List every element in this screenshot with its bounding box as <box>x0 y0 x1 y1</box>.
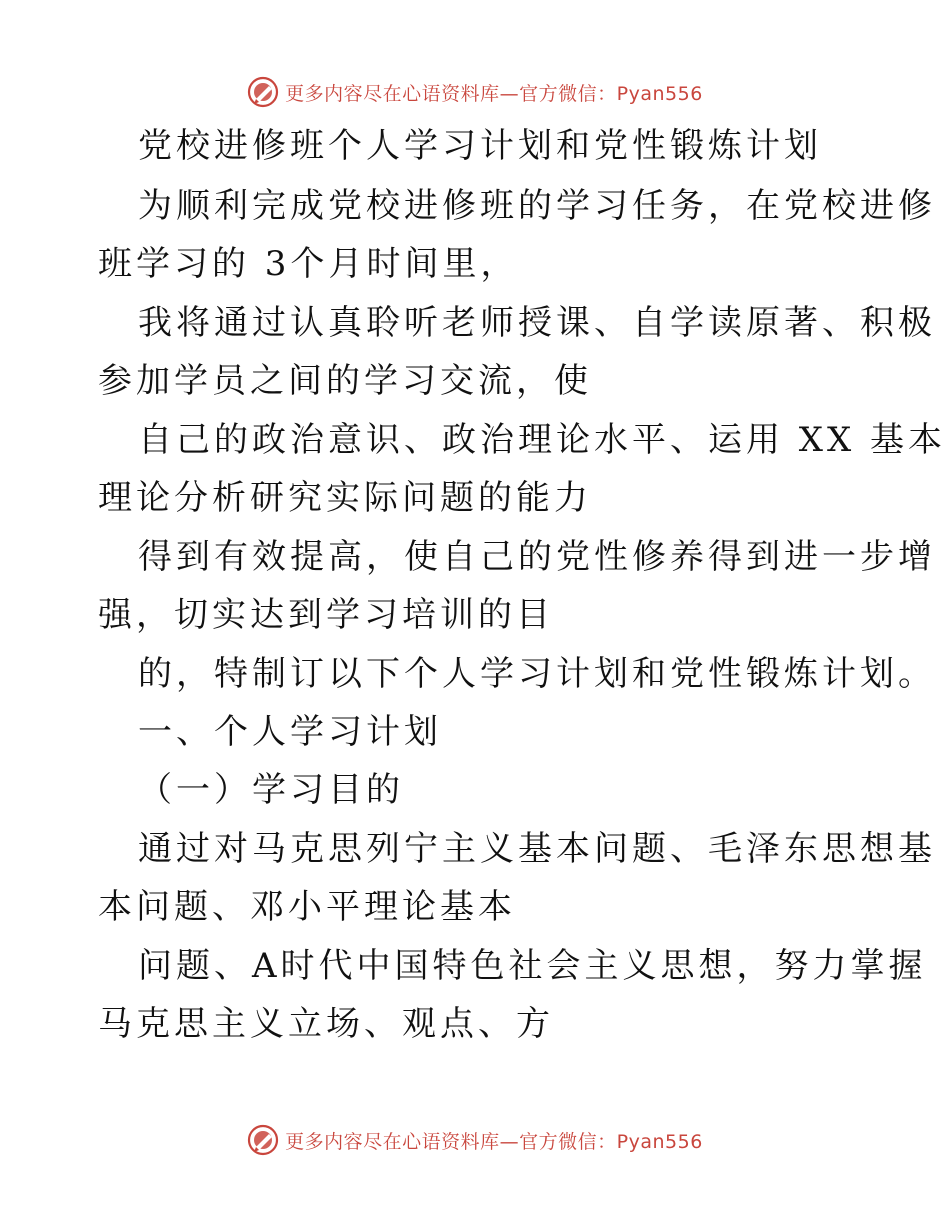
subsection-heading: （一）学习目的 <box>138 770 404 810</box>
section-heading: 一、个人学习计划 <box>138 712 442 752</box>
paragraph-line: 的，特制订以下个人学习计划和党性锻炼计划。 <box>138 654 936 694</box>
paragraph-line: 理论分析研究实际问题的能力 <box>98 478 592 518</box>
paragraph-line: 问题、A时代中国特色社会主义思想，努力掌握 <box>138 946 927 986</box>
footer-watermark <box>0 1120 950 1160</box>
paragraph-line: 班学习的 3个月时间里， <box>98 244 519 284</box>
paragraph-line: 自己的政治意识、政治理论水平、运用 XX 基本 <box>138 420 947 460</box>
pen-logo-icon <box>247 1124 279 1156</box>
paragraph-line: 通过对马克思列宁主义基本问题、毛泽东思想基 <box>138 829 936 869</box>
document-title: 党校进修班个人学习计划和党性锻炼计划 <box>138 126 822 166</box>
watermark-text: 更多内容尽在心语资料库—官方微信：Pyan556 <box>285 1130 703 1153</box>
watermark-text: 更多内容尽在心语资料库—官方微信：Pyan556 <box>285 82 703 105</box>
paragraph-line: 本问题、邓小平理论基本 <box>98 887 516 927</box>
paragraph-line: 为顺利完成党校进修班的学习任务，在党校进修 <box>138 186 936 226</box>
paragraph-line: 参加学员之间的学习交流，使 <box>98 361 592 401</box>
paragraph-line: 得到有效提高，使自己的党性修养得到进一步增 <box>138 537 936 577</box>
paragraph-line: 马克思主义立场、观点、方 <box>98 1004 554 1044</box>
paragraph-line: 强，切实达到学习培训的目 <box>98 595 554 635</box>
paragraph-line: 我将通过认真聆听老师授课、自学读原著、积极 <box>138 303 936 343</box>
